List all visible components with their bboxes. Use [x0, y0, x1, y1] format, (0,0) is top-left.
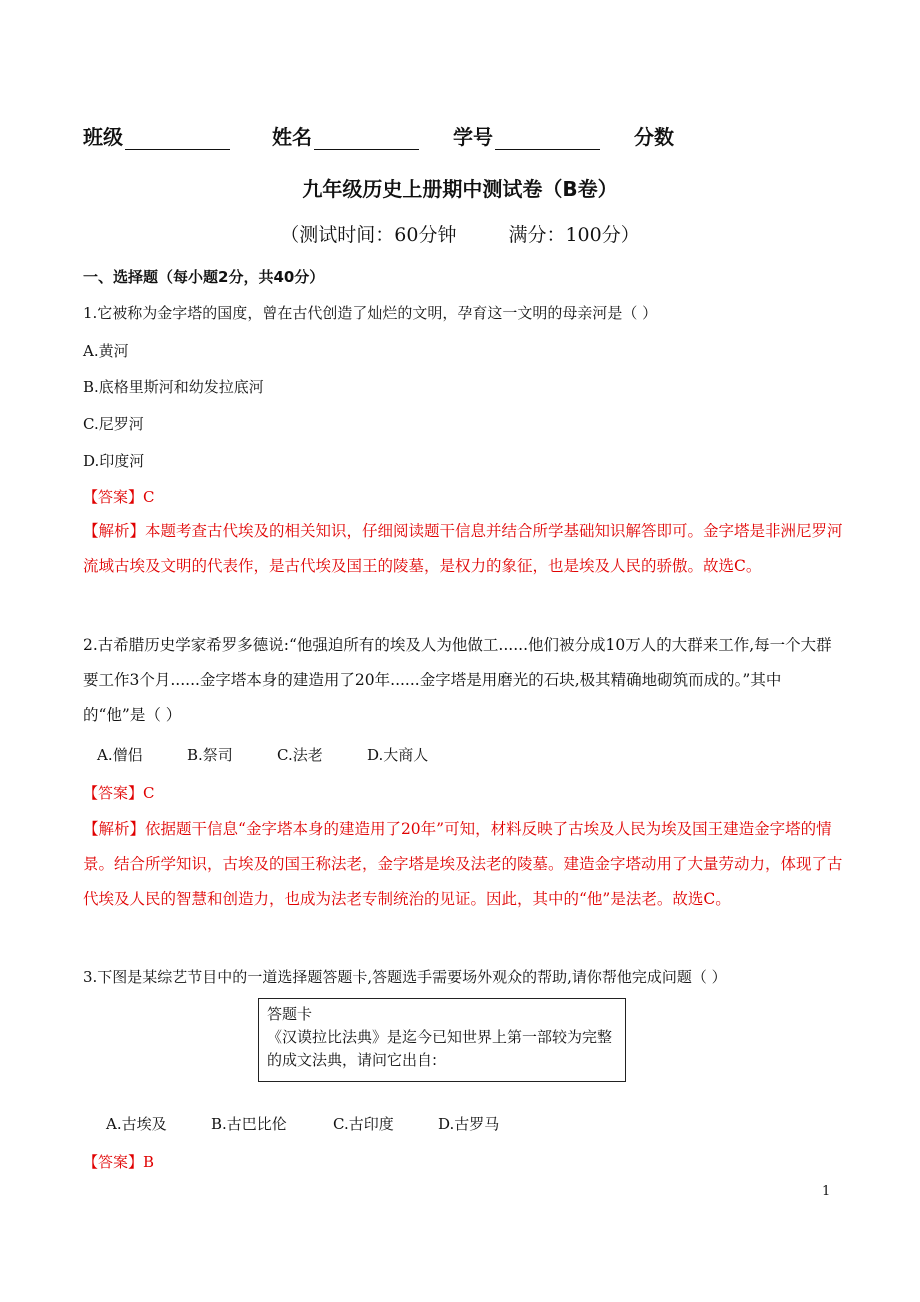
question-3-option-c: C.古印度: [333, 1115, 394, 1133]
answer-card-title: 答题卡: [267, 1005, 313, 1023]
question-2-analysis: [83, 812, 843, 917]
question-2-option-c: C.法老: [277, 746, 323, 764]
question-3-option-b: B.古巴比伦: [211, 1115, 287, 1133]
answer-value: C: [143, 488, 155, 506]
question-2-stem: 2.古希腊历史学家希罗多德说:“他强迫所有的埃及人为他做工......他们被分成10万人的大群来工作,每一个大群要工作3个月......金字塔本身的建造用了20年......金字塔是用磨光的石块,极其精确地砌筑而成的。”其中的“他”是（ ）: [83, 636, 832, 724]
full-score: 满分：100分）: [508, 224, 640, 246]
class-blank[interactable]: [125, 127, 230, 150]
question-1-stem: 1.它被称为金字塔的国度，曾在古代创造了灿烂的文明，孕育这一文明的母亲河是（ ）: [83, 304, 658, 322]
question-2-option-b: B.祭司: [187, 746, 233, 764]
question-1-option-d: D.印度河: [83, 452, 145, 470]
analysis-tag: 【解析】: [83, 820, 146, 838]
question-1-option-b: B.底格里斯河和幼发拉底河: [83, 378, 264, 396]
student-id-field[interactable]: [453, 121, 600, 150]
question-3-options: [106, 1113, 499, 1134]
question-3-option-a: A.古埃及: [106, 1115, 167, 1133]
question-1-answer: [83, 486, 155, 507]
question-3-stem: 3.下图是某综艺节目中的一道选择题答题卡,答题选手需要场外观众的帮助,请你帮他完成问题（ ）: [83, 968, 727, 986]
question-3-answer: [83, 1151, 154, 1172]
question-2-options: [97, 744, 428, 765]
name-blank[interactable]: [314, 127, 419, 150]
question-2-option-d: D.大商人: [367, 746, 429, 764]
student-info-header: [83, 121, 674, 150]
analysis-text: 依据题干信息“金字塔本身的建造用了20年”可知，材料反映了古埃及人民为埃及国王建造金字塔的情景。结合所学知识，古埃及的国王称法老，金字塔是埃及法老的陵墓。建造金字塔动用了大量劳动力，体现了古代埃及人民的智慧和创造力，也成为法老专制统治的见证。因此，其中的“他”是法老。故选C。: [83, 820, 843, 908]
question-1-option-c: C.尼罗河: [83, 415, 144, 433]
answer-card: [258, 998, 626, 1082]
question-1-analysis: [83, 514, 843, 584]
name-label: 姓名: [272, 125, 312, 149]
section-heading: 一、选择题（每小题2分，共40分）: [83, 268, 325, 286]
question-2-option-a: A.僧侣: [97, 746, 143, 764]
question-3-option-d: D.古罗马: [438, 1115, 500, 1133]
answer-card-text: 《汉谟拉比法典》是迄今已知世界上第一部较为完整的成文法典，请问它出自:: [267, 1028, 613, 1069]
student-id-label: 学号: [453, 125, 493, 149]
score-label: 分数: [634, 125, 674, 149]
answer-value: B: [143, 1153, 155, 1171]
analysis-text: 本题考查古代埃及的相关知识，仔细阅读题干信息并结合所学基础知识解答即可。金字塔是非洲尼罗河流域古埃及文明的代表作，是古代埃及国王的陵墓，是权力的象征，也是埃及人民的骄傲。故选C。: [83, 522, 843, 575]
analysis-tag: 【解析】: [83, 522, 146, 540]
exam-title: 九年级历史上册期中测试卷（B卷）: [302, 177, 618, 201]
answer-value: C: [143, 784, 155, 802]
student-id-blank[interactable]: [495, 127, 600, 150]
answer-tag: 【答案】: [83, 488, 144, 506]
answer-tag: 【答案】: [83, 784, 144, 802]
answer-tag: 【答案】: [83, 1153, 144, 1171]
score-field: [634, 121, 674, 150]
question-1-option-a: A.黄河: [83, 342, 129, 360]
class-field[interactable]: [83, 121, 230, 150]
name-field[interactable]: [272, 121, 419, 150]
test-time: （测试时间：60分钟: [280, 224, 457, 246]
question-2-answer: [83, 782, 155, 803]
class-label: 班级: [83, 125, 123, 149]
exam-subtitle: [0, 220, 920, 247]
page-number: 1: [822, 1184, 831, 1199]
